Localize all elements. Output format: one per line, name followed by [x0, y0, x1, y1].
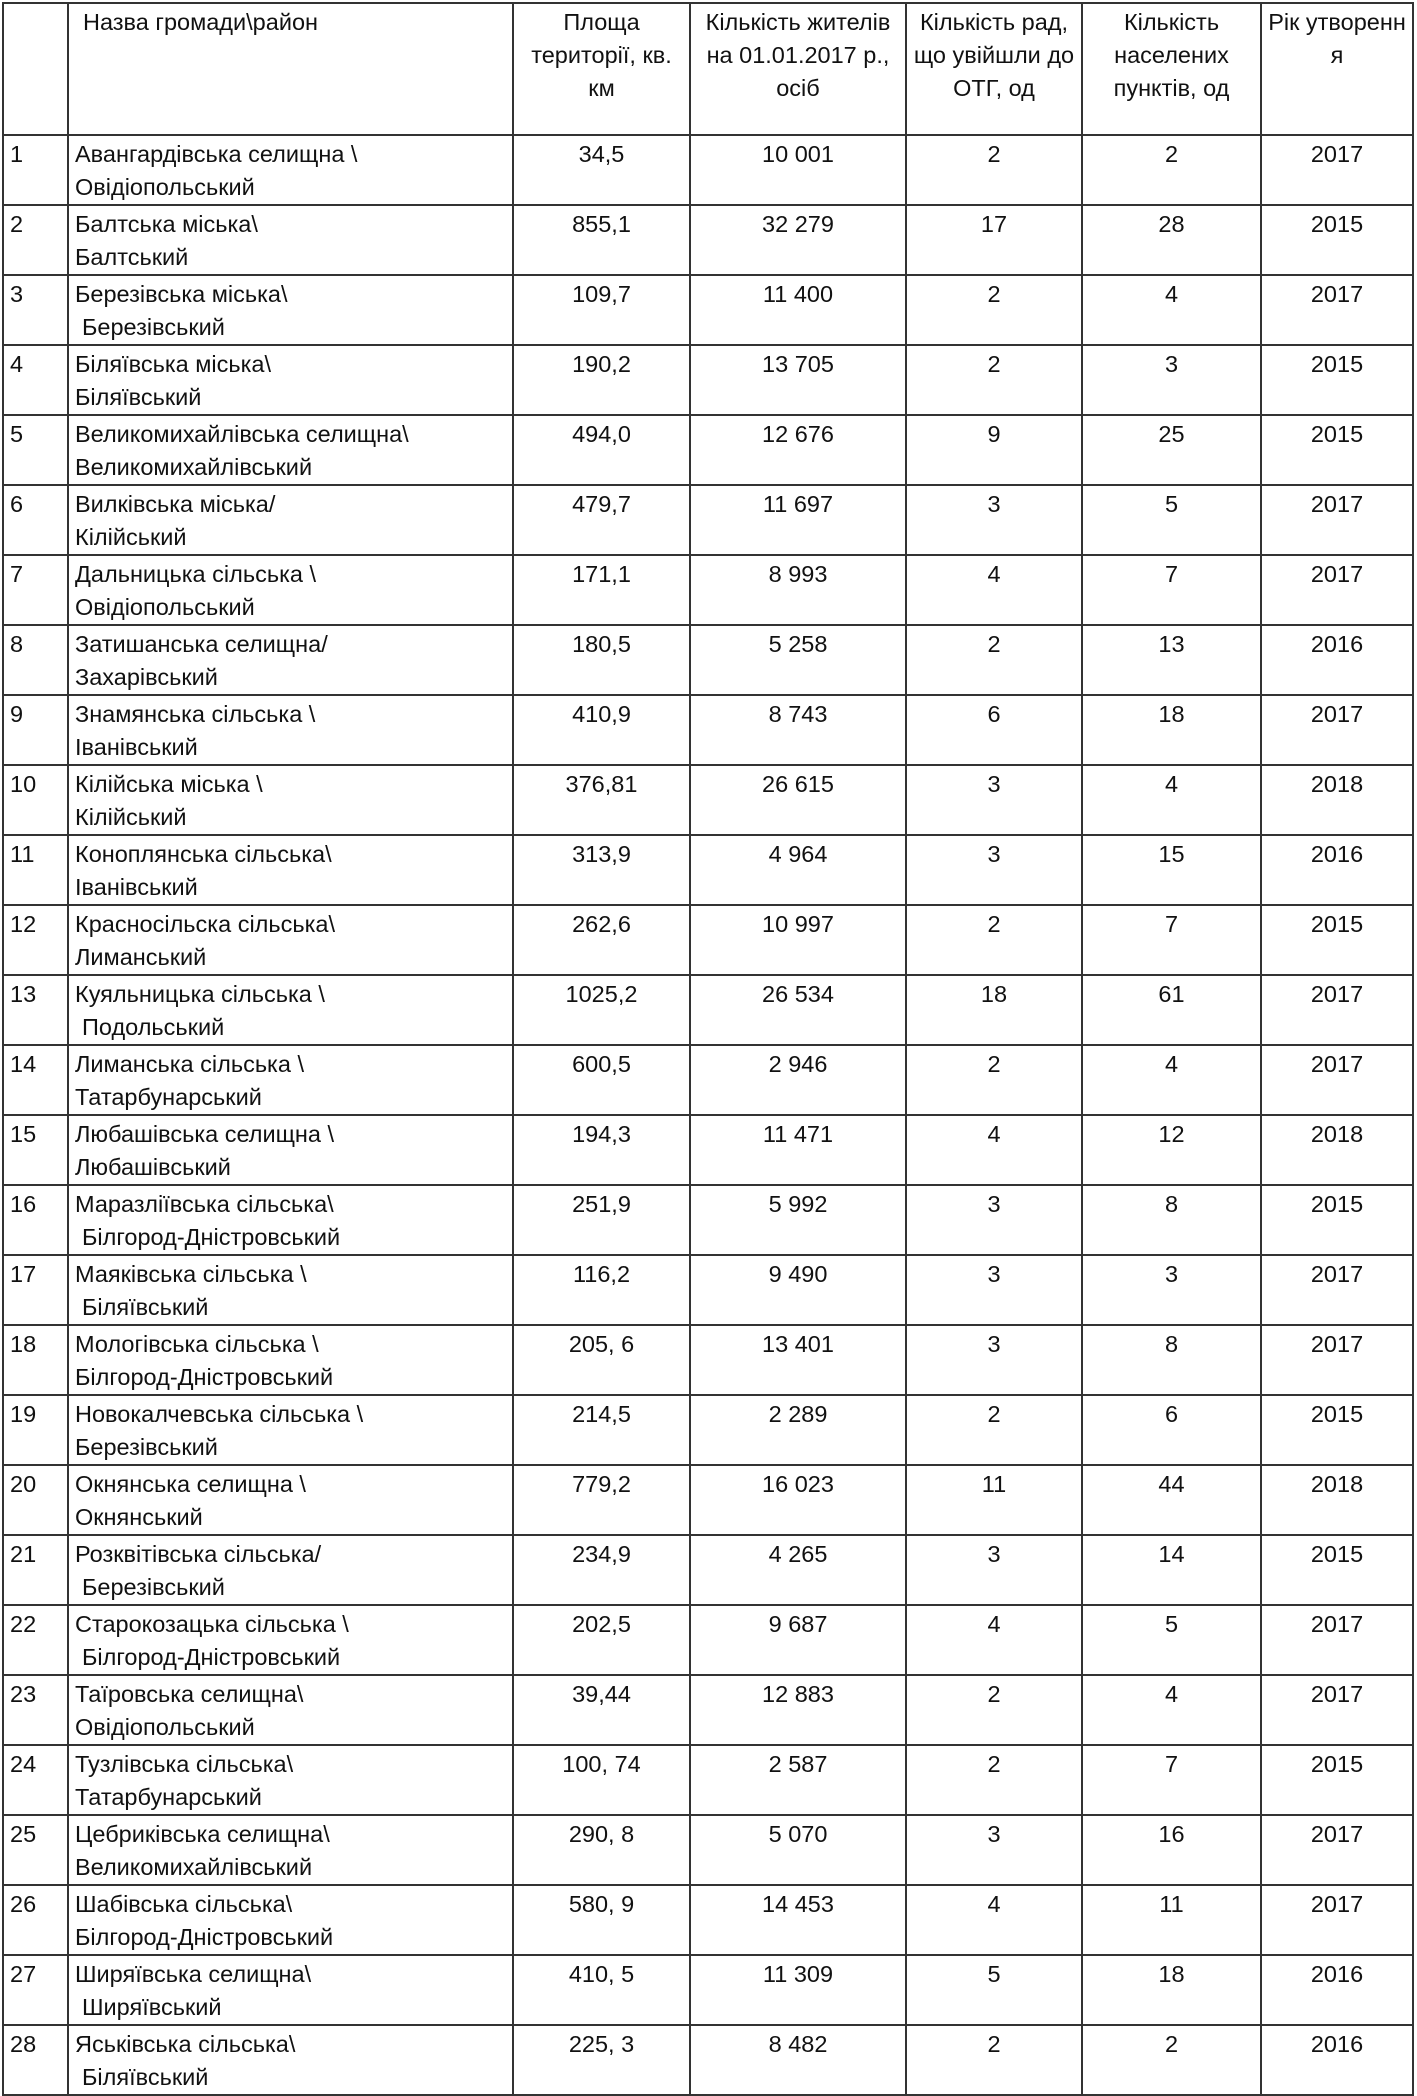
community-name: Яськівська сільська\	[75, 2031, 296, 2057]
settlements-cell: 61	[1082, 975, 1261, 1045]
year-cell: 2017	[1261, 135, 1413, 205]
row-index: 13	[3, 975, 68, 1045]
community-name-cell	[68, 1815, 513, 1885]
table-row	[3, 1325, 1413, 1395]
row-index: 11	[3, 835, 68, 905]
area-cell: 251,9	[513, 1185, 690, 1255]
year-cell: 2015	[1261, 1535, 1413, 1605]
table-row	[3, 1535, 1413, 1605]
councils-cell: 3	[906, 485, 1082, 555]
community-name-cell	[68, 1115, 513, 1185]
year-cell: 2016	[1261, 625, 1413, 695]
community-name-cell	[68, 555, 513, 625]
row-index: 9	[3, 695, 68, 765]
district-name: Балтський	[75, 244, 189, 270]
settlements-cell: 5	[1082, 485, 1261, 555]
otg-table	[2, 2, 1414, 2096]
row-index: 18	[3, 1325, 68, 1395]
community-name-cell	[68, 1255, 513, 1325]
row-index: 25	[3, 1815, 68, 1885]
table-row	[3, 835, 1413, 905]
population-cell: 26 615	[690, 765, 906, 835]
row-index: 23	[3, 1675, 68, 1745]
settlements-cell: 5	[1082, 1605, 1261, 1675]
year-cell: 2015	[1261, 1185, 1413, 1255]
community-name: Знамянська сільська \	[75, 701, 316, 727]
settlements-cell: 28	[1082, 205, 1261, 275]
row-index: 15	[3, 1115, 68, 1185]
area-cell: 600,5	[513, 1045, 690, 1115]
area-cell: 410, 5	[513, 1955, 690, 2025]
settlements-cell: 8	[1082, 1325, 1261, 1395]
district-name: Татарбунарський	[75, 1084, 262, 1110]
area-cell: 205, 6	[513, 1325, 690, 1395]
population-cell: 11 697	[690, 485, 906, 555]
community-name: Окнянська селищна \	[75, 1471, 306, 1497]
community-name-cell	[68, 625, 513, 695]
area-cell: 190,2	[513, 345, 690, 415]
row-index: 12	[3, 905, 68, 975]
area-cell: 214,5	[513, 1395, 690, 1465]
community-name: Затишанська селищна/	[75, 631, 328, 657]
table-row	[3, 1115, 1413, 1185]
district-name: Кілійський	[75, 524, 187, 550]
table-row	[3, 1465, 1413, 1535]
row-index: 6	[3, 485, 68, 555]
settlements-cell: 25	[1082, 415, 1261, 485]
community-name: Великомихайлівська селищна\	[75, 421, 409, 447]
councils-cell: 4	[906, 1115, 1082, 1185]
community-name: Березівська міська\	[75, 281, 288, 307]
header-year: Рік утворенн я	[1261, 3, 1413, 135]
district-name: Великомихайлівський	[75, 454, 313, 480]
community-name-cell	[68, 1325, 513, 1395]
area-cell: 116,2	[513, 1255, 690, 1325]
district-name: Окнянський	[75, 1504, 203, 1530]
district-name: Березівський	[82, 314, 225, 340]
settlements-cell: 12	[1082, 1115, 1261, 1185]
community-name: Вилківська міська/	[75, 491, 276, 517]
area-cell: 1025,2	[513, 975, 690, 1045]
councils-cell: 2	[906, 1745, 1082, 1815]
district-name: Захарівський	[75, 664, 218, 690]
community-name: Біляївська міська\	[75, 351, 271, 377]
table-row	[3, 1045, 1413, 1115]
community-name-cell	[68, 2025, 513, 2095]
population-cell: 5 258	[690, 625, 906, 695]
table-row	[3, 625, 1413, 695]
row-index: 17	[3, 1255, 68, 1325]
row-index: 19	[3, 1395, 68, 1465]
population-cell: 32 279	[690, 205, 906, 275]
settlements-cell: 11	[1082, 1885, 1261, 1955]
row-index: 22	[3, 1605, 68, 1675]
councils-cell: 2	[906, 905, 1082, 975]
community-name: Мологівська сільська \	[75, 1331, 319, 1357]
councils-cell: 2	[906, 1045, 1082, 1115]
population-cell: 11 309	[690, 1955, 906, 2025]
year-cell: 2017	[1261, 695, 1413, 765]
district-name: Ширяївський	[82, 1994, 222, 2020]
community-name: Любашівська селищна \	[75, 1121, 335, 1147]
district-name: Іванівський	[75, 874, 198, 900]
area-cell: 225, 3	[513, 2025, 690, 2095]
community-name: Лиманська сільська \	[75, 1051, 304, 1077]
district-name: Подольський	[82, 1014, 225, 1040]
table-row	[3, 695, 1413, 765]
community-name-cell	[68, 1465, 513, 1535]
community-name-cell	[68, 765, 513, 835]
table-row	[3, 275, 1413, 345]
header-community-district: Назва громади\район	[68, 3, 513, 135]
population-cell: 5 992	[690, 1185, 906, 1255]
row-index: 28	[3, 2025, 68, 2095]
councils-cell: 4	[906, 1885, 1082, 1955]
community-name-cell	[68, 205, 513, 275]
community-name: Цебриківська селищна\	[75, 1821, 330, 1847]
population-cell: 10 997	[690, 905, 906, 975]
area-cell: 855,1	[513, 205, 690, 275]
population-cell: 9 687	[690, 1605, 906, 1675]
district-name: Кілійський	[75, 804, 187, 830]
settlements-cell: 16	[1082, 1815, 1261, 1885]
year-cell: 2015	[1261, 905, 1413, 975]
settlements-cell: 3	[1082, 1255, 1261, 1325]
district-name: Татарбунарський	[75, 1784, 262, 1810]
table-row	[3, 2025, 1413, 2095]
row-index: 20	[3, 1465, 68, 1535]
year-cell: 2017	[1261, 1815, 1413, 1885]
row-index: 7	[3, 555, 68, 625]
population-cell: 11 400	[690, 275, 906, 345]
community-name: Розквітівська сільська/	[75, 1541, 322, 1567]
community-name: Старокозацька сільська \	[75, 1611, 349, 1637]
settlements-cell: 4	[1082, 1045, 1261, 1115]
row-index: 2	[3, 205, 68, 275]
population-cell: 14 453	[690, 1885, 906, 1955]
row-index: 27	[3, 1955, 68, 2025]
row-index: 24	[3, 1745, 68, 1815]
population-cell: 26 534	[690, 975, 906, 1045]
district-name: Великомихайлівський	[75, 1854, 313, 1880]
community-name-cell	[68, 275, 513, 345]
district-name: Березівський	[82, 1574, 225, 1600]
year-cell: 2017	[1261, 975, 1413, 1045]
area-cell: 109,7	[513, 275, 690, 345]
settlements-cell: 4	[1082, 1675, 1261, 1745]
councils-cell: 2	[906, 275, 1082, 345]
year-cell: 2017	[1261, 1605, 1413, 1675]
table-row	[3, 765, 1413, 835]
settlements-cell: 2	[1082, 2025, 1261, 2095]
community-name: Новокалчевська сільська \	[75, 1401, 364, 1427]
year-cell: 2015	[1261, 345, 1413, 415]
table-row	[3, 1745, 1413, 1815]
table-row	[3, 555, 1413, 625]
table-row	[3, 135, 1413, 205]
area-cell: 290, 8	[513, 1815, 690, 1885]
year-cell: 2015	[1261, 1395, 1413, 1465]
year-cell: 2017	[1261, 1675, 1413, 1745]
community-name: Коноплянська сільська\	[75, 841, 332, 867]
councils-cell: 2	[906, 625, 1082, 695]
councils-cell: 17	[906, 205, 1082, 275]
councils-cell: 2	[906, 2025, 1082, 2095]
table-row	[3, 345, 1413, 415]
population-cell: 9 490	[690, 1255, 906, 1325]
settlements-cell: 44	[1082, 1465, 1261, 1535]
row-index: 14	[3, 1045, 68, 1115]
table-row	[3, 485, 1413, 555]
area-cell: 779,2	[513, 1465, 690, 1535]
table-row	[3, 1885, 1413, 1955]
population-cell: 4 964	[690, 835, 906, 905]
councils-cell: 4	[906, 1605, 1082, 1675]
population-cell: 5 070	[690, 1815, 906, 1885]
settlements-cell: 15	[1082, 835, 1261, 905]
table-row	[3, 1815, 1413, 1885]
year-cell: 2017	[1261, 1885, 1413, 1955]
year-cell: 2015	[1261, 205, 1413, 275]
area-cell: 171,1	[513, 555, 690, 625]
area-cell: 180,5	[513, 625, 690, 695]
settlements-cell: 4	[1082, 765, 1261, 835]
community-name-cell	[68, 1395, 513, 1465]
community-name: Авангардівська селищна \	[75, 141, 358, 167]
table-body	[3, 135, 1413, 2095]
community-name: Куяльницька сільська \	[75, 981, 325, 1007]
community-name: Красносільска сільська\	[75, 911, 336, 937]
district-name: Овідіопольський	[75, 174, 255, 200]
header-area: Площа території, кв. км	[513, 3, 690, 135]
table-row	[3, 1955, 1413, 2025]
year-cell: 2018	[1261, 765, 1413, 835]
row-index: 26	[3, 1885, 68, 1955]
area-cell: 100, 74	[513, 1745, 690, 1815]
community-name: Маяківська сільська \	[75, 1261, 307, 1287]
community-name-cell	[68, 345, 513, 415]
year-cell: 2015	[1261, 415, 1413, 485]
table-row	[3, 415, 1413, 485]
row-index: 16	[3, 1185, 68, 1255]
year-cell: 2017	[1261, 1255, 1413, 1325]
councils-cell: 3	[906, 1815, 1082, 1885]
councils-cell: 3	[906, 1185, 1082, 1255]
district-name: Овідіопольський	[75, 1714, 255, 1740]
settlements-cell: 14	[1082, 1535, 1261, 1605]
community-name: Кілійська міська \	[75, 771, 263, 797]
community-name-cell	[68, 1535, 513, 1605]
area-cell: 410,9	[513, 695, 690, 765]
settlements-cell: 6	[1082, 1395, 1261, 1465]
area-cell: 479,7	[513, 485, 690, 555]
area-cell: 34,5	[513, 135, 690, 205]
row-index: 10	[3, 765, 68, 835]
population-cell: 8 482	[690, 2025, 906, 2095]
community-name: Маразліївська сільська\	[75, 1191, 334, 1217]
population-cell: 8 993	[690, 555, 906, 625]
district-name: Білгород-Дністровський	[75, 1924, 334, 1950]
row-index: 1	[3, 135, 68, 205]
settlements-cell: 18	[1082, 1955, 1261, 2025]
settlements-cell: 4	[1082, 275, 1261, 345]
settlements-cell: 18	[1082, 695, 1261, 765]
area-cell: 39,44	[513, 1675, 690, 1745]
councils-cell: 18	[906, 975, 1082, 1045]
settlements-cell: 3	[1082, 345, 1261, 415]
community-name-cell	[68, 485, 513, 555]
community-name-cell	[68, 905, 513, 975]
header-councils: Кількість рад, що увійшли до ОТГ, од	[906, 3, 1082, 135]
population-cell: 11 471	[690, 1115, 906, 1185]
settlements-cell: 8	[1082, 1185, 1261, 1255]
community-name-cell	[68, 415, 513, 485]
year-cell: 2018	[1261, 1465, 1413, 1535]
district-name: Овідіопольський	[75, 594, 255, 620]
settlements-cell: 7	[1082, 1745, 1261, 1815]
year-cell: 2017	[1261, 555, 1413, 625]
district-name: Білгород-Дністровський	[82, 1224, 341, 1250]
table-row	[3, 1185, 1413, 1255]
councils-cell: 3	[906, 1535, 1082, 1605]
councils-cell: 2	[906, 1675, 1082, 1745]
community-name-cell	[68, 135, 513, 205]
area-cell: 494,0	[513, 415, 690, 485]
community-name: Тузлівська сільська\	[75, 1751, 294, 1777]
population-cell: 10 001	[690, 135, 906, 205]
table-row	[3, 1255, 1413, 1325]
community-name-cell	[68, 1185, 513, 1255]
district-name: Біляївський	[82, 2064, 209, 2090]
district-name: Любашівський	[75, 1154, 231, 1180]
community-name-cell	[68, 975, 513, 1045]
councils-cell: 9	[906, 415, 1082, 485]
district-name: Білгород-Дністровський	[75, 1364, 334, 1390]
councils-cell: 4	[906, 555, 1082, 625]
community-name: Ширяївська селищна\	[75, 1961, 312, 1987]
year-cell: 2017	[1261, 1045, 1413, 1115]
councils-cell: 2	[906, 345, 1082, 415]
year-cell: 2017	[1261, 275, 1413, 345]
settlements-cell: 2	[1082, 135, 1261, 205]
community-name-cell	[68, 1955, 513, 2025]
header-row	[3, 3, 1413, 135]
area-cell: 202,5	[513, 1605, 690, 1675]
population-cell: 13 401	[690, 1325, 906, 1395]
community-name-cell	[68, 695, 513, 765]
community-name: Шабівська сільська\	[75, 1891, 293, 1917]
population-cell: 2 289	[690, 1395, 906, 1465]
councils-cell: 2	[906, 1395, 1082, 1465]
area-cell: 376,81	[513, 765, 690, 835]
table-row	[3, 905, 1413, 975]
year-cell: 2017	[1261, 485, 1413, 555]
area-cell: 194,3	[513, 1115, 690, 1185]
population-cell: 2 587	[690, 1745, 906, 1815]
population-cell: 12 883	[690, 1675, 906, 1745]
population-cell: 8 743	[690, 695, 906, 765]
table-row	[3, 1605, 1413, 1675]
row-index: 3	[3, 275, 68, 345]
population-cell: 4 265	[690, 1535, 906, 1605]
councils-cell: 3	[906, 1325, 1082, 1395]
population-cell: 2 946	[690, 1045, 906, 1115]
district-name: Березівський	[75, 1434, 218, 1460]
table-row	[3, 975, 1413, 1045]
district-name: Біляївський	[82, 1294, 209, 1320]
population-cell: 12 676	[690, 415, 906, 485]
councils-cell: 6	[906, 695, 1082, 765]
councils-cell: 5	[906, 1955, 1082, 2025]
councils-cell: 2	[906, 135, 1082, 205]
area-cell: 262,6	[513, 905, 690, 975]
year-cell: 2015	[1261, 1745, 1413, 1815]
settlements-cell: 7	[1082, 555, 1261, 625]
community-name-cell	[68, 1605, 513, 1675]
community-name: Таїровська селищна\	[75, 1681, 304, 1707]
community-name-cell	[68, 1675, 513, 1745]
community-name-cell	[68, 1745, 513, 1815]
row-index: 5	[3, 415, 68, 485]
area-cell: 313,9	[513, 835, 690, 905]
header-population: Кількість жителів на 01.01.2017 р., осіб	[690, 3, 906, 135]
community-name-cell	[68, 1885, 513, 1955]
year-cell: 2016	[1261, 835, 1413, 905]
year-cell: 2018	[1261, 1115, 1413, 1185]
community-name-cell	[68, 835, 513, 905]
year-cell: 2017	[1261, 1325, 1413, 1395]
row-index: 21	[3, 1535, 68, 1605]
councils-cell: 3	[906, 1255, 1082, 1325]
header-index	[3, 3, 68, 135]
table-row	[3, 1395, 1413, 1465]
row-index: 8	[3, 625, 68, 695]
district-name: Іванівський	[75, 734, 198, 760]
row-index: 4	[3, 345, 68, 415]
area-cell: 234,9	[513, 1535, 690, 1605]
community-name: Балтська міська\	[75, 211, 258, 237]
community-name: Дальницька сільська \	[75, 561, 316, 587]
population-cell: 13 705	[690, 345, 906, 415]
year-cell: 2016	[1261, 1955, 1413, 2025]
table-row	[3, 1675, 1413, 1745]
councils-cell: 11	[906, 1465, 1082, 1535]
table-row	[3, 205, 1413, 275]
community-name-cell	[68, 1045, 513, 1115]
settlements-cell: 13	[1082, 625, 1261, 695]
population-cell: 16 023	[690, 1465, 906, 1535]
area-cell: 580, 9	[513, 1885, 690, 1955]
year-cell: 2016	[1261, 2025, 1413, 2095]
councils-cell: 3	[906, 835, 1082, 905]
settlements-cell: 7	[1082, 905, 1261, 975]
district-name: Лиманський	[75, 944, 207, 970]
district-name: Білгород-Дністровський	[82, 1644, 341, 1670]
header-settlements: Кількість населених пунктів, од	[1082, 3, 1261, 135]
district-name: Біляївський	[75, 384, 202, 410]
councils-cell: 3	[906, 765, 1082, 835]
